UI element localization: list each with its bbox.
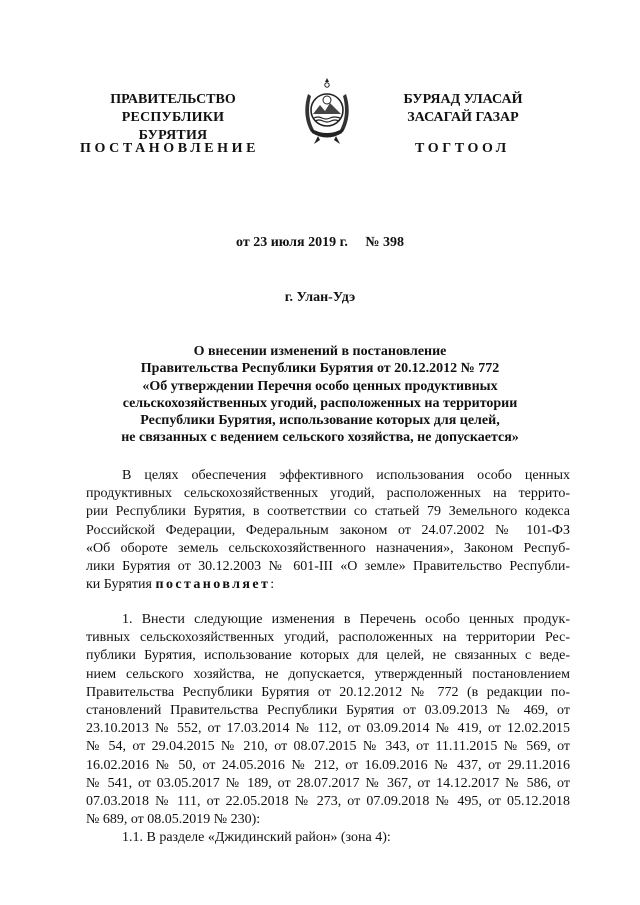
body-line: 07.03.2018 № 111, от 22.05.2018 № 273, от 07.09.2018 № 495, от 05.12.2018 [86, 794, 570, 810]
title-line: сельскохозяйственных угодий, расположенных на территории [122, 395, 518, 411]
body-line: 23.10.2013 № 552, от 17.03.2014 № 112, от 03.09.2014 № 419, от 12.02.2015 [86, 721, 570, 737]
body-line: становлений Правительства Республики Бурятия от 03.09.2013 № 469, от [86, 703, 570, 719]
body-line: публики Бурятия, использование которых для целей, не связанных с веде- [86, 648, 570, 664]
body-line: 16.02.2016 № 50, от 24.05.2016 № 212, от 16.09.2016 № 437, от 29.11.2016 [86, 757, 570, 773]
body-line: «Об обороте земель сельскохозяйственного назначения», Законом Респуб- [86, 540, 570, 556]
buryat-government-subtitle: ЗАСАГАЙ ГАЗАР [407, 110, 519, 125]
decree-label-bur: ТОГТООЛ [415, 141, 510, 156]
body-line: 1.1. В разделе «Джидинский район» (зона 4): [122, 830, 391, 845]
body-line: В целях обеспечения эффективного использования особо ценных [122, 468, 570, 483]
government-title: ПРАВИТЕЛЬСТВО [110, 92, 236, 107]
decree-title [60, 343, 580, 447]
title-line: «Об утверждении Перечня особо ценных продуктивных [142, 378, 498, 394]
republic-title: РЕСПУБЛИКИ БУРЯТИЯ [121, 110, 225, 143]
body-line: нием сельского хозяйства, не допускается, утвержденный постановлением [86, 666, 570, 682]
title-line: Правительства Республики Бурятия от 20.12.2012 № 772 [140, 361, 500, 377]
body-line: № 689, от 08.05.2019 № 230): [86, 812, 261, 828]
body-line: ки Бурятия постановляет: [86, 577, 275, 593]
body-line: рии Республики Бурятия, в соответствии со статьей 79 Земельного кодекса [86, 504, 570, 520]
body-line: Правительства Республики Бурятия от 20.12.2012 № 772 (в редакции по- [86, 684, 570, 700]
decree-date: от 23 июля 2019 г. [236, 235, 348, 250]
body-line: тивных сельскохозяйственных угодий, расположенных на территории Рес- [86, 630, 570, 646]
header-right-block [383, 91, 543, 127]
body-line: продуктивных сельскохозяйственных угодий, расположенных на террито- [86, 486, 570, 502]
item-1-paragraph [86, 611, 570, 829]
coat-of-arms-icon [302, 76, 352, 146]
decree-keyword: постановляет [155, 577, 271, 593]
decree-date-line [0, 235, 640, 251]
decree-city: г. Улан-Удэ [284, 290, 356, 305]
item-1-1-paragraph [86, 829, 570, 847]
header-left-block [88, 91, 258, 145]
decree-number: № 398 [365, 235, 404, 250]
body-line: 1. Внести следующие изменения в Перечень особо ценных продук- [122, 612, 570, 627]
title-line: Республики Бурятия, использование которых для целей, [140, 413, 500, 429]
body-line: № 54, от 29.04.2015 № 210, от 08.07.2015 № 343, от 11.11.2015 № 569, от [86, 739, 570, 755]
title-line: не связанных с ведением сельского хозяйства, не допускается» [121, 430, 519, 446]
decree-label-ru: ПОСТАНОВЛЕНИЕ [80, 141, 260, 156]
body-line: Российской Федерации, Федеральным законом от 24.07.2002 № 101-ФЗ [86, 522, 570, 538]
buryat-government-title: БУРЯАД УЛАСАЙ [403, 92, 523, 107]
title-line: О внесении изменений в постановление [193, 344, 447, 359]
body-line: лики Бурятия от 30.12.2003 № 601-III «О земле» Правительство Республи- [86, 559, 570, 575]
preamble-paragraph [86, 467, 570, 594]
body-line: № 541, от 03.05.2017 № 189, от 28.07.2017 № 367, от 14.12.2017 № 586, от [86, 775, 570, 791]
